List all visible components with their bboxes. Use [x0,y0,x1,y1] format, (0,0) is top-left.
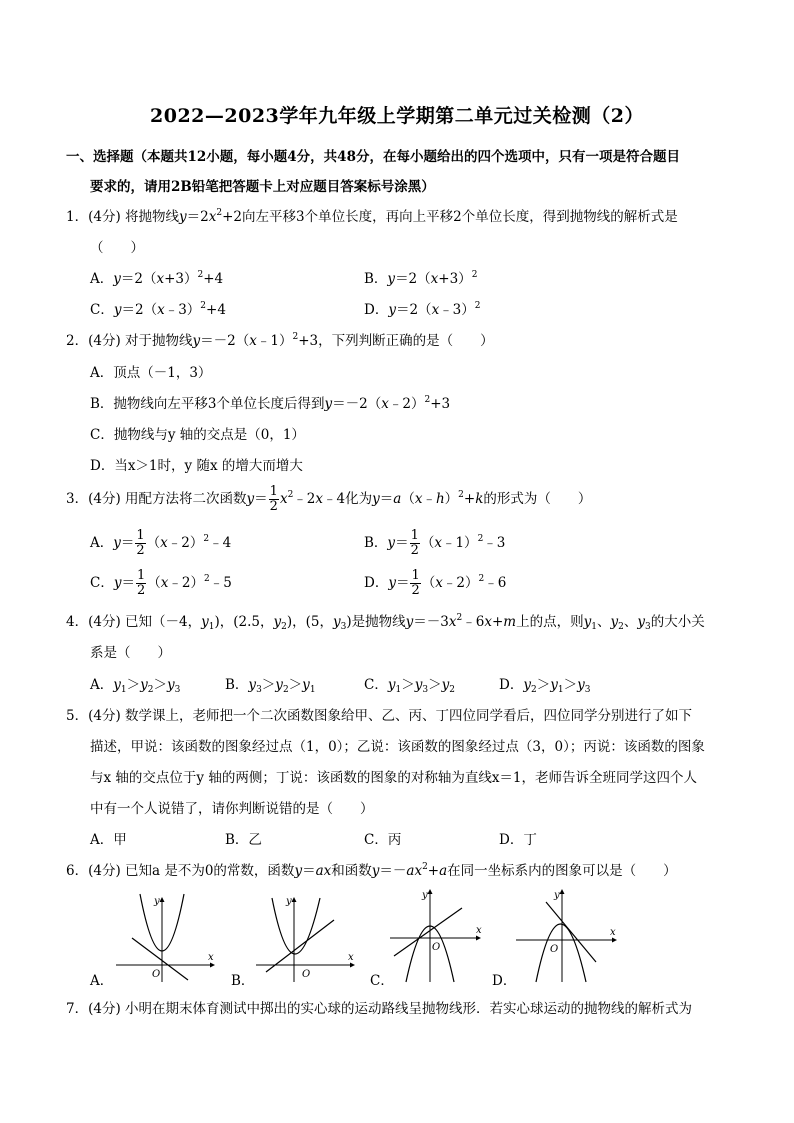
question-5-line3: 与x 轴的交点位于y 轴的两侧；丁说：该函数的图象的对称轴为直线x＝1，老师告诉全班同学这四个人 [90,770,698,786]
q3-option-b: B．y＝ $\frac{1}{2}$ （x﹣1）$^2$﹣3 [364,528,506,558]
q1-option-d: D．y＝2（x﹣3）$^2$ [364,301,481,318]
section-heading-line1: 一、选择题（本题共12小题，每小题4分，共48分，在每小题给出的四个选项中，只有一项是符合题目 [66,149,680,165]
q4-option-a: A．$y_1>y_2>y_3$ [90,677,181,695]
q1-option-a: A．$y=2(x+3)^2+4$ [90,270,224,287]
q1-option-b: B．$y=2(x+3)^2$ [364,270,478,287]
q1-prefix: 1．(4分) 将抛物线 [66,209,180,225]
q5-option-a: A．甲 [90,832,127,848]
svg-text:x: x [208,952,214,963]
question-2-stem: 2．(4分) 对于抛物线y＝－2（x﹣1）$^2$+3，下列判断正确的是（ ） [66,332,494,349]
q3-option-d: D．y＝ $\frac{1}{2}$ （x﹣2）$^2$﹣6 [364,568,507,598]
q5-option-d: D．丁 [499,832,537,848]
question-1-stem: 1．(4分) 将抛物线$y=2x^2+2$向左平移3个单位长度，再向上平移2个单位长度，得到抛物线的解析式是 [66,208,678,225]
q1-blank: （ ） [90,240,144,256]
q1-text: 向左平移3个单位长度，再向上平移2个单位长度，得到抛物线的解析式是 [242,209,678,225]
q4-continuation: 系是（ ） [90,645,171,661]
question-6-stem: 6．(4分) 已知a 是不为0的常数，函数y＝ax和函数$y=-ax^2+a$在同一坐标系内的图象可以是（ ） [66,862,677,879]
q4-option-d: D．$y_2>y_1>y_3$ [499,677,591,695]
section-heading-line2: 要求的，请用2B铅笔把答题卡上对应题目答案标号涂黑） [90,179,435,195]
q3-option-a: A．y＝ $\frac{1}{2}$ （x﹣2）$^2$﹣4 [90,528,232,558]
q2-option-d: D．当x＞1时，y 随x 的增大而增大 [90,458,303,474]
q3-option-c: C．y＝ $\frac{1}{2}$ （x﹣2）$^2$﹣5 [90,568,232,598]
svg-text:O: O [432,942,441,953]
q6-label-c: C． [370,973,394,989]
svg-text:O: O [152,969,161,980]
svg-text:x: x [610,927,616,938]
q4-option-c: C．$y_1>y_3>y_2$ [364,677,455,695]
q6-label-d: D． [492,973,517,989]
question-4-stem: 4．(4分) 已知（－4，$y_1$)，(2.5，$y_2$)，(5，$y_3$)是抛物线$y=-3x^2﹣6x+m$上的点，则$y_1$、$y_2$、$y_3$的大小关 [66,613,705,632]
svg-text:y: y [554,890,560,901]
q6-label-b: B． [231,973,255,989]
q6-graph-c [388,886,488,986]
q6-graph-a [110,888,220,986]
svg-text:x: x [348,952,354,963]
q6-graph-b [250,888,360,986]
q6-label-a: A． [90,973,114,989]
question-5-line2: 描述，甲说：该函数的图象经过点（1，0）；乙说：该函数的图象经过点（3，0）；丙说：该函数的图象 [90,739,705,755]
q5-option-c: C．丙 [364,832,402,848]
svg-text:x: x [476,925,482,936]
svg-text:y: y [422,890,428,901]
question-5-line1: 5．(4分) 数学课上，老师把一个二次函数图象给甲、乙、丙、丁四位同学看后，四位同学分别进行了如下 [66,708,693,724]
svg-text:O: O [550,944,559,955]
q1-option-c: C．y＝2（x﹣3）$^2$+4 [90,301,226,318]
question-3-stem: 3．(4分) 用配方法将二次函数y＝ $\frac{1}{2}$ $x^2﹣2x﹣4$化为y＝a（x﹣h）$^2$+k的形式为（ ） [66,484,592,514]
q2-option-c: C．抛物线与y 轴的交点是（0，1） [90,427,305,443]
question-7-line1: 7．(4分) 小明在期末体育测试中掷出的实心球的运动路线呈抛物线形．若实心球运动的抛物线的解析式为 [66,1001,693,1017]
q2-option-b: B．抛物线向左平移3个单位长度后得到y＝－2（x﹣2）$^2$+3 [90,395,451,412]
question-5-line4: 中有一个人说错了，请你判断说错的是（ ） [90,801,374,817]
q5-option-b: B．乙 [225,832,262,848]
svg-text:O: O [302,969,311,980]
q4-option-b: B．$y_3>y_2>y_1$ [225,677,316,695]
svg-text:y: y [286,896,292,907]
q6-graph-d [512,886,622,986]
page-title: 2022—2023学年九年级上学期第二单元过关检测（2） [150,105,644,127]
svg-text:y: y [154,896,160,907]
q2-option-a: A．顶点（－1，3） [90,365,212,381]
